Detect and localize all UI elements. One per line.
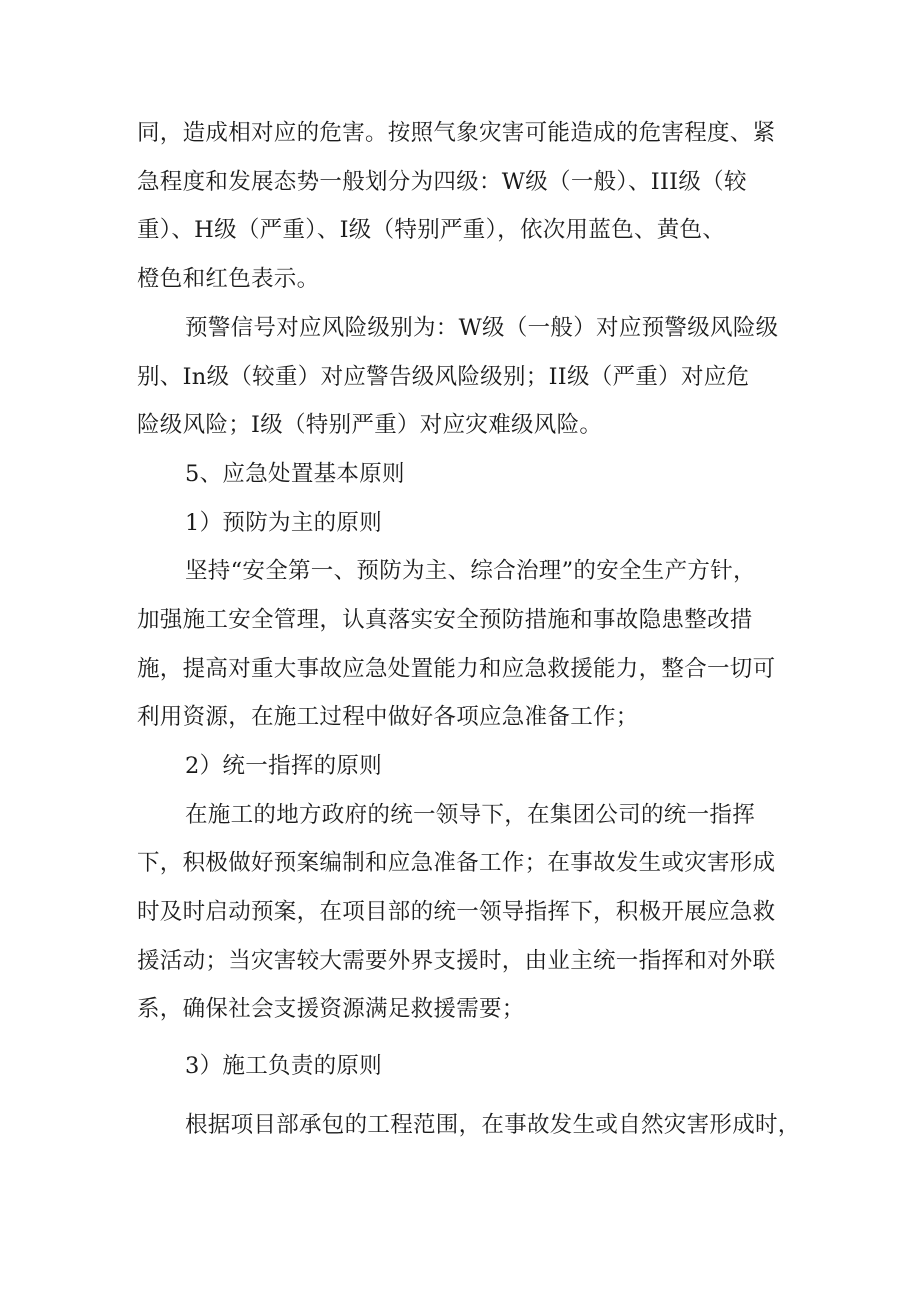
paragraph-2-line-1: 预警信号对应风险级别为：W级（一般）对应预警级风险级 <box>185 315 779 341</box>
paragraph-4-line-3: 时及时启动预案，在项目部的统一领导指挥下，积极开展应急救 <box>137 899 776 925</box>
paragraph-3-line-1: 坚持“安全第一、预防为主、综合治理”的安全生产方针， <box>185 558 756 584</box>
paragraph-3-line-4: 利用资源，在施工过程中做好各项应急准备工作； <box>137 704 639 730</box>
paragraph-1-line-2: 急程度和发展态势一般划分为四级：W级（一般）、III级（较 <box>137 169 747 195</box>
paragraph-4-line-5: 系，确保社会支援资源满足救援需要； <box>137 996 525 1022</box>
paragraph-2-line-3: 险级风险；I级（特别严重）对应灾难级风险。 <box>137 412 603 438</box>
paragraph-5-line-1: 根据项目部承包的工程范围，在事故发生或自然灾害形成时， <box>185 1112 801 1138</box>
paragraph-2-line-2: 别、In级（较重）对应警告级风险级别；II级（严重）对应危 <box>137 364 750 390</box>
paragraph-1-line-1: 同，造成相对应的危害。按照气象灾害可能造成的危害程度、紧 <box>137 120 776 146</box>
section-heading-5: 5、应急处置基本原则 <box>185 461 405 487</box>
paragraph-1-line-3: 重）、H级（严重）、I级（特别严重），依次用蓝色、黄色、 <box>137 217 726 243</box>
paragraph-1-line-4: 橙色和红色表示。 <box>137 266 320 292</box>
paragraph-3-line-3: 施，提高对重大事故应急处置能力和应急救援能力，整合一切可 <box>137 656 776 682</box>
paragraph-4-line-2: 下，积极做好预案编制和应急准备工作；在事故发生或灾害形成 <box>137 850 776 876</box>
subsection-heading-2: 2）统一指挥的原则 <box>185 753 383 779</box>
subsection-heading-1: 1）预防为主的原则 <box>185 510 383 536</box>
paragraph-3-line-2: 加强施工安全管理，认真落实安全预防措施和事故隐患整改措 <box>137 607 753 633</box>
paragraph-4-line-4: 援活动；当灾害较大需要外界支援时，由业主统一指挥和对外联 <box>137 948 776 974</box>
subsection-heading-3: 3）施工负责的原则 <box>185 1053 383 1079</box>
paragraph-4-line-1: 在施工的地方政府的统一领导下，在集团公司的统一指挥 <box>185 802 756 828</box>
